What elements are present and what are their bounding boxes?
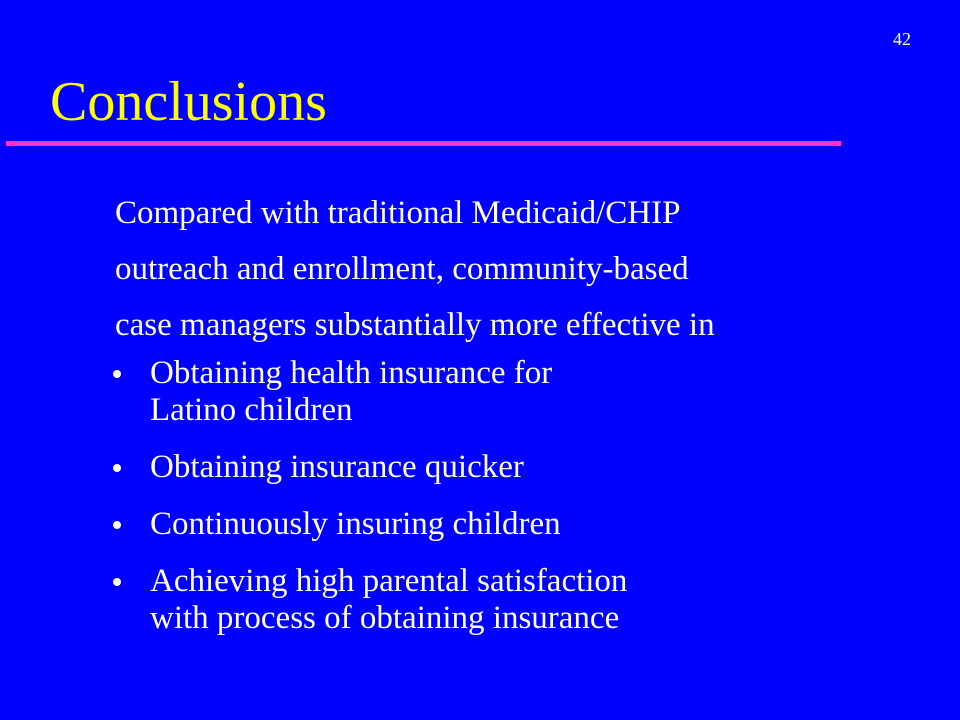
bullet-line: Obtaining insurance quicker [150, 449, 524, 485]
bullet-dot-icon [113, 370, 121, 378]
intro-line: case managers substantially more effective in [115, 307, 715, 343]
bullet-text [150, 355, 913, 429]
intro-text [115, 185, 915, 353]
bullet-line: with process of obtaining insurance [150, 600, 620, 636]
bullet-line: Obtaining health insurance for [150, 355, 553, 391]
intro-line: Compared with traditional Medicaid/CHIP [115, 195, 681, 231]
title-underline [6, 141, 841, 146]
bullet-item [113, 506, 913, 543]
bullet-text [150, 563, 913, 637]
bullet-item [113, 355, 913, 429]
intro-line: outreach and enrollment, community-based [115, 251, 689, 287]
bullet-line: Achieving high parental satisfaction [150, 563, 628, 599]
bullet-text [150, 506, 913, 543]
bullet-item [113, 449, 913, 486]
bullet-item [113, 563, 913, 637]
bullet-dot-icon [113, 578, 121, 586]
bullet-list [113, 355, 913, 657]
bullet-text [150, 449, 913, 486]
bullet-line: Continuously insuring children [150, 506, 561, 542]
bullet-dot-icon [113, 464, 121, 472]
bullet-dot-icon [113, 521, 121, 529]
bullet-line: Latino children [150, 392, 353, 428]
page-number: 42 [893, 29, 911, 49]
slide-title: Conclusions [50, 71, 327, 133]
